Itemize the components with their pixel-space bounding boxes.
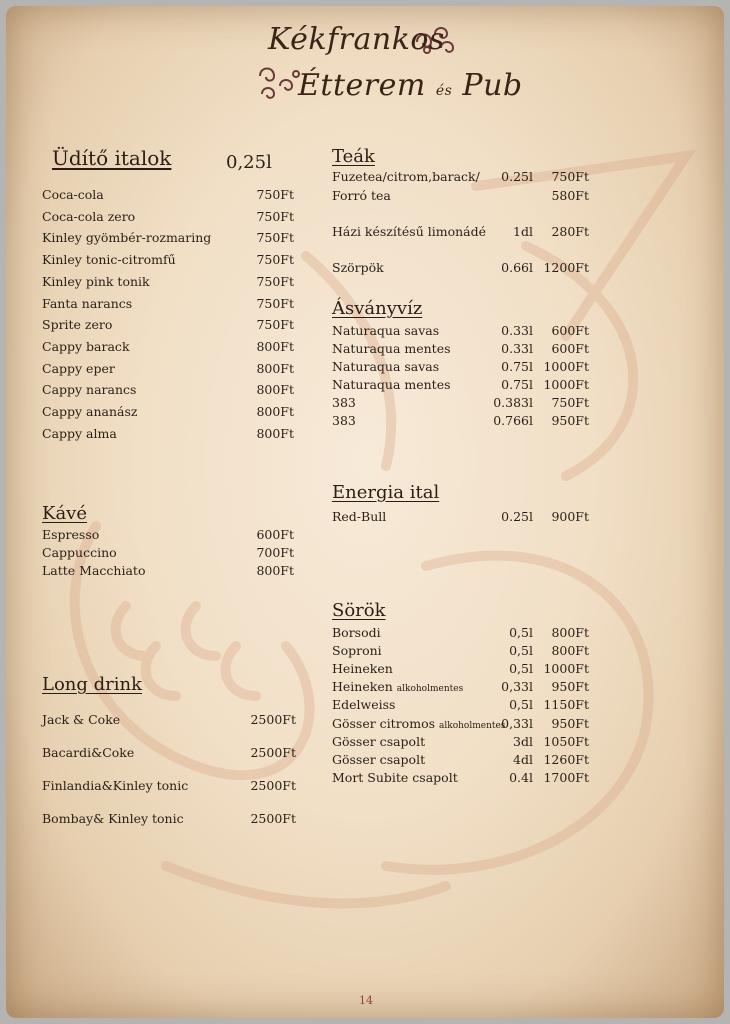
menu-item-price: 950Ft <box>551 715 589 731</box>
menu-item-price: 800Ft <box>256 382 294 398</box>
menu-item-row <box>332 340 589 358</box>
menu-item-price: 950Ft <box>551 413 589 428</box>
menu-item-row <box>332 168 589 186</box>
menu-item-size: 0.25l <box>501 509 533 524</box>
menu-item-name: Naturaqua savas <box>332 323 440 338</box>
menu-item-row <box>42 251 294 269</box>
menu-item-price: 1200Ft <box>543 260 589 275</box>
menu-item-name: Naturaqua mentes <box>332 341 451 356</box>
menu-item-name: Edelweiss <box>332 697 396 713</box>
menu-item-size: 1dl <box>513 224 533 239</box>
menu-item-price: 750Ft <box>551 395 589 410</box>
menu-item-price: 950Ft <box>551 679 589 695</box>
menu-item-row <box>332 223 589 241</box>
menu-item-price: 1700Ft <box>543 769 589 785</box>
menu-item-name: Bombay& Kinley tonic <box>42 811 184 826</box>
menu-item-price: 580Ft <box>551 188 589 203</box>
menu-item-row <box>42 526 294 544</box>
section-title-asvanyviz: Ásványvíz <box>332 298 423 319</box>
menu-item-row <box>332 624 589 642</box>
menu-item-name: Naturaqua savas <box>332 359 440 374</box>
menu-item-name: Sprite zero <box>42 317 113 333</box>
menu-item-size: 0,33l <box>501 679 533 695</box>
menu-item-name: Gösser csapolt <box>332 733 426 749</box>
menu-item-row <box>42 711 296 729</box>
menu-item-row <box>332 412 589 430</box>
menu-item-price: 2500Ft <box>250 712 296 727</box>
menu-item-name: Kinley pink tonik <box>42 273 150 289</box>
menu-item-row <box>332 696 589 714</box>
menu-item-price: 750Ft <box>256 187 294 202</box>
menu-item-name: Espresso <box>42 527 100 542</box>
logo-title-line2: Étterem és Pub <box>298 68 523 103</box>
menu-item-price: 2500Ft <box>250 745 296 760</box>
menu-page <box>6 6 724 1018</box>
menu-item-name: Bacardi&Coke <box>42 745 135 760</box>
menu-item-row <box>332 678 589 696</box>
menu-item-row <box>42 295 294 313</box>
menu-item-name: Gösser csapolt <box>332 751 426 767</box>
menu-item-price: 600Ft <box>551 323 589 338</box>
menu-item-price: 1000Ft <box>543 359 589 374</box>
menu-item-name: Cappuccino <box>42 545 117 560</box>
menu-item-name: 383 <box>332 413 356 428</box>
menu-item-price: 750Ft <box>256 208 294 224</box>
menu-item-price: 1150Ft <box>543 697 589 713</box>
menu-item-price: 800Ft <box>256 360 294 376</box>
menu-item-row <box>42 425 294 443</box>
menu-item-row <box>332 715 589 733</box>
menu-item-name: Szörpök <box>332 260 384 275</box>
menu-item-price: 900Ft <box>551 509 589 524</box>
menu-item-size: 0.33l <box>501 341 533 356</box>
menu-item-row <box>42 316 294 334</box>
uditok-size: 0,25l <box>226 152 272 173</box>
section-title-kave: Kávé <box>42 503 87 524</box>
menu-item-name: Naturaqua mentes <box>332 377 451 392</box>
menu-item-price: 750Ft <box>551 169 589 184</box>
menu-item-note: alkoholmentes <box>396 684 464 695</box>
menu-item-name: Fanta narancs <box>42 295 133 311</box>
menu-item-row <box>332 733 589 751</box>
menu-item-price: 600Ft <box>551 341 589 356</box>
menu-item-price: 800Ft <box>256 338 294 354</box>
menu-item-row <box>332 259 589 277</box>
menu-item-size: 0.766l <box>493 413 533 428</box>
menu-item-name: Házi készítésű limonádé <box>332 224 487 239</box>
menu-item-row <box>42 229 294 247</box>
menu-item-name: Coca-cola zero <box>42 208 136 224</box>
menu-item-name: 383 <box>332 395 356 410</box>
menu-item-price: 800Ft <box>551 643 589 659</box>
menu-item-row <box>332 394 589 412</box>
menu-item-row <box>332 769 589 787</box>
menu-item-row <box>42 338 294 356</box>
menu-item-size: 0,5l <box>509 697 533 713</box>
menu-item-row <box>332 322 589 340</box>
menu-item-price: 750Ft <box>256 252 294 268</box>
menu-item-size: 0,33l <box>501 715 533 731</box>
menu-item-name: Cappy ananász <box>42 404 138 419</box>
menu-item-size: 3dl <box>513 733 533 749</box>
menu-item-name: Borsodi <box>332 625 381 640</box>
menu-item-price: 1050Ft <box>543 733 589 749</box>
menu-item-name: Kinley gyömbér-rozmaring <box>42 230 212 246</box>
menu-item-name: Gösser citromos alkoholmentes <box>332 715 506 731</box>
menu-item-price: 800Ft <box>256 563 294 578</box>
menu-item-price: 800Ft <box>256 404 294 419</box>
menu-item-price: 750Ft <box>256 317 294 333</box>
section-title-teak: Teák <box>332 146 375 167</box>
menu-item-size: 0.75l <box>501 359 533 374</box>
menu-item-name: Cappy narancs <box>42 382 137 398</box>
menu-item-name: Kinley tonic-citromfű <box>42 252 176 268</box>
menu-item-row <box>42 777 296 795</box>
menu-item-size: 0.33l <box>501 323 533 338</box>
menu-item-size: 0.25l <box>501 169 533 184</box>
menu-item-price: 1000Ft <box>543 377 589 392</box>
menu-item-price: 750Ft <box>256 273 294 289</box>
menu-item-row <box>332 660 589 678</box>
section-title-longdrink: Long drink <box>42 674 143 695</box>
menu-item-name: Red-Bull <box>332 509 387 524</box>
menu-item-size: 4dl <box>513 751 533 767</box>
section-title-energia: Energia ital <box>332 482 440 503</box>
menu-item-row <box>332 642 589 660</box>
menu-item-note: alkoholmentes <box>439 720 506 731</box>
menu-item-row <box>332 376 589 394</box>
menu-item-size: 0,5l <box>509 625 533 640</box>
menu-item-price: 2500Ft <box>250 778 296 793</box>
menu-item-size: 0.75l <box>501 377 533 392</box>
menu-item-price: 750Ft <box>256 230 294 246</box>
menu-item-name: Soproni <box>332 643 382 659</box>
menu-item-name: Mort Subite csapolt <box>332 769 458 785</box>
menu-item-size: 0.383l <box>493 395 533 410</box>
menu-item-row <box>42 544 294 562</box>
menu-item-row <box>42 381 294 399</box>
menu-item-row <box>42 208 294 226</box>
menu-item-name: Cappy barack <box>42 338 130 354</box>
menu-item-row <box>42 360 294 378</box>
menu-item-price: 600Ft <box>256 527 294 542</box>
section-title-uditok: Üdítő italok <box>52 146 172 170</box>
menu-item-row <box>42 744 296 762</box>
menu-item-row <box>332 358 589 376</box>
menu-item-name: Forró tea <box>332 188 391 203</box>
menu-item-price: 2500Ft <box>250 811 296 826</box>
section-title-sorok: Sörök <box>332 600 386 621</box>
menu-item-name: Heineken <box>332 661 393 677</box>
menu-item-name: Cappy alma <box>42 425 117 441</box>
menu-item-row <box>42 562 294 580</box>
menu-item-row <box>332 187 589 205</box>
menu-item-price: 750Ft <box>256 295 294 311</box>
menu-item-price: 700Ft <box>256 545 294 560</box>
menu-item-row <box>332 508 589 526</box>
menu-item-row <box>42 186 294 204</box>
logo-title-line1: Kékfrankos <box>268 22 445 57</box>
menu-item-price: 1000Ft <box>543 661 589 677</box>
menu-item-size: 0,5l <box>509 643 533 659</box>
menu-item-name: Latte Macchiato <box>42 563 146 578</box>
menu-item-size: 0.66l <box>501 260 533 275</box>
menu-item-name: Heineken alkoholmentes <box>332 679 464 695</box>
menu-item-size: 0,5l <box>509 661 533 677</box>
menu-item-price: 800Ft <box>551 625 589 640</box>
menu-item-name: Fuzetea/citrom,barack/ <box>332 169 480 184</box>
menu-item-name: Coca-cola <box>42 187 104 202</box>
menu-item-row <box>332 751 589 769</box>
page-number: 14 <box>359 994 373 1007</box>
menu-item-row <box>42 403 294 421</box>
menu-item-name: Jack & Coke <box>42 712 121 727</box>
menu-item-name: Cappy eper <box>42 360 115 376</box>
menu-item-size: 0.4l <box>509 769 533 785</box>
menu-item-price: 800Ft <box>256 425 294 441</box>
menu-item-price: 280Ft <box>551 224 589 239</box>
menu-item-row <box>42 273 294 291</box>
menu-item-price: 1260Ft <box>543 751 589 767</box>
menu-item-row <box>42 810 296 828</box>
menu-item-name: Finlandia&Kinley tonic <box>42 778 189 793</box>
